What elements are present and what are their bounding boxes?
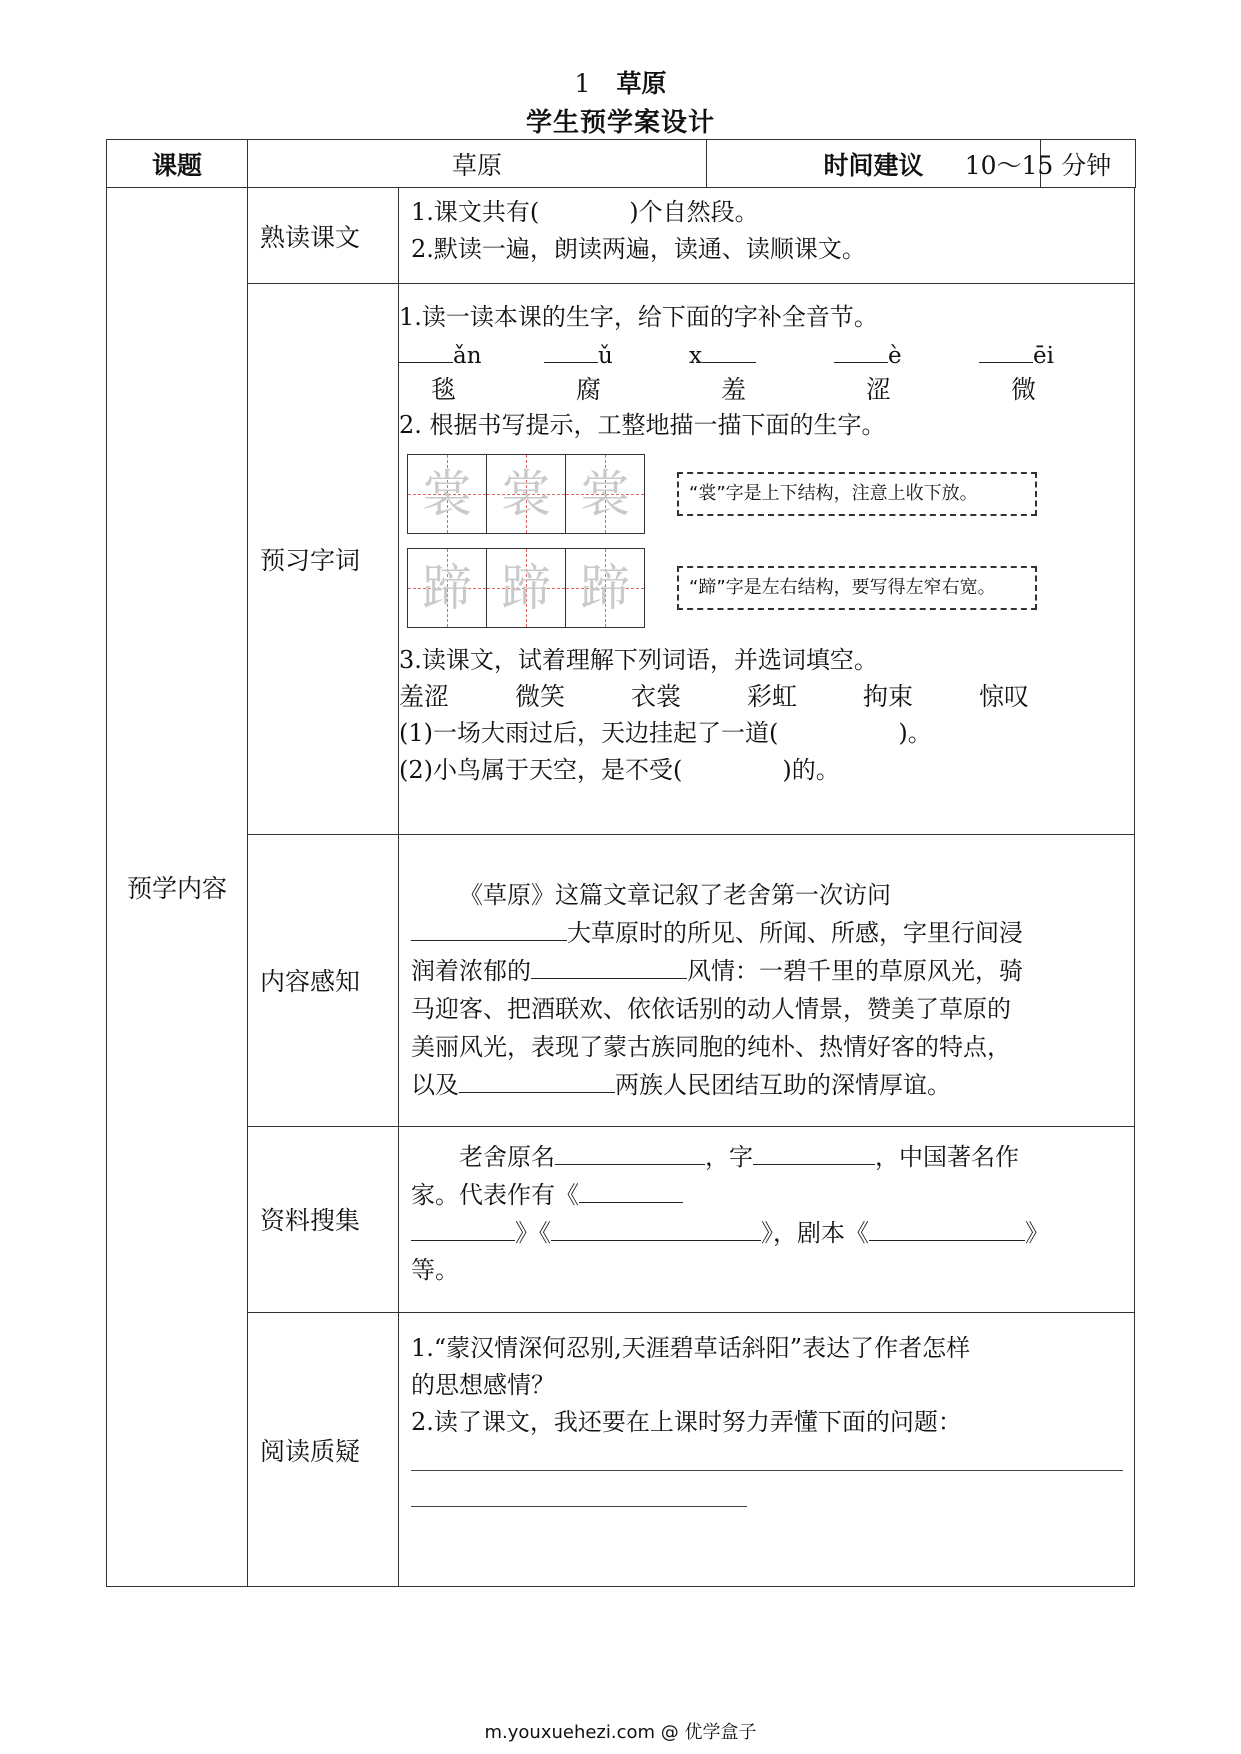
question-label: 阅读质疑 xyxy=(260,1436,361,1466)
words-q3: 3.读课文，试着理解下列词语，并选词填空。 xyxy=(399,646,878,674)
lesson-title xyxy=(0,64,1241,100)
content-line: 《草原》这篇文章记叙了老舍第一次访问 xyxy=(459,881,891,909)
material-body xyxy=(399,1126,1134,1312)
time-value: 10～15 分钟 xyxy=(1041,140,1136,188)
content-body xyxy=(399,834,1134,1126)
vocab-row xyxy=(399,679,1124,715)
reading-content xyxy=(399,188,1134,283)
question-line: 1.“蒙汉情深何忍别,天涯碧草话斜阳”表达了作者怎样 xyxy=(411,1334,971,1362)
material-line: 家。代表作有《 xyxy=(411,1176,1124,1214)
row-question xyxy=(248,1312,1134,1587)
trace-cell: 蹄 xyxy=(566,549,644,627)
vocab-word: 羞涩 xyxy=(399,682,450,711)
words-q1: 1.读一读本课的生字，给下面的字补全音节。 xyxy=(399,303,878,331)
char-2: 腐 xyxy=(576,375,602,404)
material-line: 等。 xyxy=(411,1256,459,1284)
content-line: 马迎客、把酒联欢、依依话别的动人情景，赞美了草原的 xyxy=(411,995,1011,1023)
trace-cell: 裳 xyxy=(487,455,566,533)
pinyin-5: ēi xyxy=(979,336,1124,373)
char-3: 羞 xyxy=(721,375,747,404)
section-label: 预学内容 xyxy=(126,874,227,903)
lesson-number: 1 xyxy=(574,69,591,98)
reading-line-2: 2.默读一遍，朗读两遍，读通、读顺课文。 xyxy=(411,235,866,263)
pinyin-row xyxy=(399,336,1124,373)
row-content xyxy=(248,834,1134,1127)
trace-grid-2 xyxy=(407,548,645,628)
writing-tip-1: “裳”字是上下结构，注意上收下放。 xyxy=(677,472,1037,516)
body-frame xyxy=(106,188,1135,1587)
fill-sentence-1: (1)一场大雨过后，天边挂起了一道( )。 xyxy=(399,719,932,747)
pinyin-1: ǎn xyxy=(399,336,544,373)
footer-watermark: m.youxuehezi.com @ 优学盒子 xyxy=(484,1722,757,1743)
material-line: 老舍原名 ，字 ，中国著名作 xyxy=(411,1138,1124,1176)
pinyin-2: ǔ xyxy=(544,336,689,373)
reading-line-1: 1.课文共有( )个自然段。 xyxy=(411,198,759,226)
row-material xyxy=(248,1126,1134,1313)
words-q2: 2. 根据书写提示，工整地描一描下面的生字。 xyxy=(399,411,886,439)
lesson-name: 草原 xyxy=(616,69,667,98)
reading-label: 熟读课文 xyxy=(260,222,361,252)
char-row xyxy=(399,373,1124,407)
vocab-word: 微笑 xyxy=(515,682,566,711)
answer-line-1[interactable] xyxy=(411,1469,1123,1471)
content-line: 以及 两族人民团结互助的深情厚谊。 xyxy=(411,1066,1124,1104)
trace-cell: 裳 xyxy=(566,455,644,533)
material-line: 》《 》，剧本《 》 xyxy=(411,1214,1124,1252)
trace-grid-1 xyxy=(407,454,645,534)
pinyin-3: x xyxy=(689,336,834,373)
answer-line-2[interactable] xyxy=(411,1505,747,1507)
writing-tip-2: “蹄”字是左右结构，要写得左窄右宽。 xyxy=(677,566,1037,610)
words-label: 预习字词 xyxy=(260,545,361,575)
topic-value: 草原 xyxy=(248,140,707,188)
trace-cell: 蹄 xyxy=(408,549,487,627)
vocab-word: 彩虹 xyxy=(747,682,798,711)
question-body xyxy=(399,1312,1134,1587)
content-line: 润着浓郁的 风情：一碧千里的草原风光，骑 xyxy=(411,952,1124,990)
topic-label: 课题 xyxy=(107,140,248,188)
pinyin-4: è xyxy=(834,336,979,373)
content-line: 美丽风光，表现了蒙古族同胞的纯朴、热情好客的特点， xyxy=(411,1033,1011,1061)
trace-block-2 xyxy=(407,548,1124,628)
char-1: 毯 xyxy=(431,375,457,404)
trace-block-1 xyxy=(407,454,1124,534)
material-label: 资料搜集 xyxy=(260,1206,361,1235)
char-5: 微 xyxy=(1011,375,1037,404)
header-row xyxy=(107,140,1136,188)
section-label-cell xyxy=(107,188,248,1586)
time-label: 时间建议 xyxy=(707,140,1041,188)
question-line: 2.读了课文，我还要在上课时努力弄懂下面的问题： xyxy=(411,1408,962,1436)
char-4: 涩 xyxy=(866,375,892,404)
page-subtitle: 学生预学案设计 xyxy=(525,108,715,138)
vocab-word: 衣裳 xyxy=(631,682,682,711)
vocab-word: 惊叹 xyxy=(979,682,1030,711)
fill-sentence-2: (2)小鸟属于天空，是不受( )的。 xyxy=(399,756,840,784)
question-line: 的思想感情？ xyxy=(411,1371,555,1399)
row-words xyxy=(248,283,1134,835)
trace-cell: 裳 xyxy=(408,455,487,533)
content-label: 内容感知 xyxy=(260,967,361,996)
vocab-word: 拘束 xyxy=(863,682,914,711)
words-content xyxy=(387,283,1134,834)
row-reading xyxy=(248,188,1134,284)
prestudy-table xyxy=(106,139,1136,188)
trace-cell: 蹄 xyxy=(487,549,566,627)
content-line: 大草原时的所见、所闻、所感，字里行间浸 xyxy=(411,914,1124,952)
